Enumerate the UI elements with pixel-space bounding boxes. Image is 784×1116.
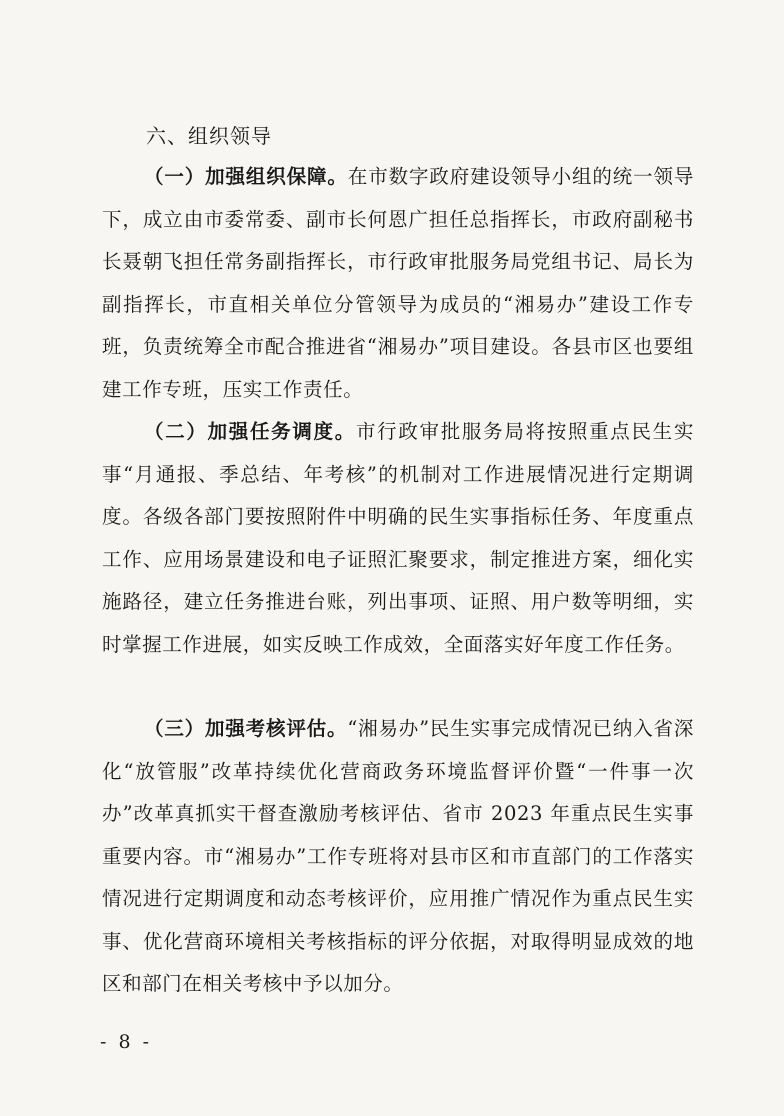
paragraph-lead: （二）加强任务调度。 [144,420,356,443]
paragraph-body: “湘易办”民生实事完成情况已纳入省深化“放管服”改革持续优化营商政务环境监督评价暨“一件事一次办”改革真抓实干督查激励考核评估、省市 2023 年重点民生实事重要内容。市“湘易办”工作专班将对县市区和市直部门的工作落实情况进行定期调度和动态考核评价，应用推广情况作为重点民生实事、优化营商环境相关考核指标的评分依据，对取得明显成效的地区和部门在相关考核中予以加分。 [102,717,694,995]
paragraph-body: 市行政审批服务局将按照重点民生实事“月通报、季总结、年考核”的机制对工作进展情况进行定期调度。各级各部门要按照附件中明确的民生实事指标任务、年度重点工作、应用场景建设和电子证照汇聚要求，制定推进方案，细化实施路径，建立任务推进台账，列出事项、证照、用户数等明细，实时掌握工作进展，如实反映工作成效，全面落实好年度工作任务。 [102,420,694,656]
paragraph-task-scheduling [102,411,694,666]
paragraph-assessment-evaluation [102,708,694,1006]
paragraph-organization-guarantee [102,156,694,411]
paragraph-lead: （三）加强考核评估。 [144,717,348,740]
page-number: - 8 - [100,1031,153,1053]
paragraph-body: 在市数字政府建设领导小组的统一领导下，成立由市委常委、副市长何恩广担任总指挥长，市政府副秘书长聂朝飞担任常务副指挥长，市行政审批服务局党组书记、局长为副指挥长，市直相关单位分管领导为成员的“湘易办”建设工作专班，负责统筹全市配合推进省“湘易办”项目建设。各县市区也要组建工作专班，压实工作责任。 [102,165,694,401]
section-heading: 六、组织领导 [146,124,272,148]
paragraph-lead: （一）加强组织保障。 [144,165,348,188]
